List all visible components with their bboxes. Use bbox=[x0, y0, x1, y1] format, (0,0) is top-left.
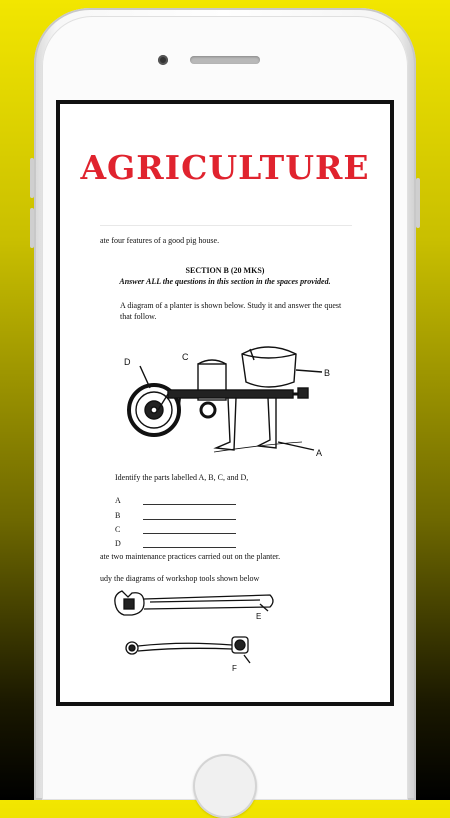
section-instructions: Answer ALL the questions in this section in the spaces provided. bbox=[119, 277, 331, 286]
phone-frame bbox=[34, 8, 416, 800]
answer-label-c: C bbox=[115, 525, 121, 534]
question-planter-line1: A diagram of a planter is shown below. Study it and answer the quest bbox=[120, 301, 342, 310]
home-button[interactable] bbox=[193, 754, 257, 818]
label-a: A bbox=[316, 448, 323, 458]
answer-line-d[interactable] bbox=[143, 547, 236, 548]
page-title: AGRICULTURE bbox=[80, 148, 370, 187]
answer-line-b[interactable] bbox=[143, 519, 236, 520]
volume-up-button[interactable] bbox=[30, 158, 34, 198]
divider bbox=[100, 225, 352, 226]
answer-line-c[interactable] bbox=[143, 533, 236, 534]
power-button[interactable] bbox=[416, 178, 420, 228]
label-d: D bbox=[124, 357, 131, 367]
document-page[interactable] bbox=[60, 104, 390, 702]
section-title: SECTION B (20 MKS) bbox=[185, 266, 265, 275]
answer-line-a[interactable] bbox=[143, 504, 236, 505]
label-e: E bbox=[256, 612, 262, 621]
question-maintenance: ate two maintenance practices carried out on the planter. bbox=[100, 552, 281, 561]
question-workshop-tools: udy the diagrams of workshop tools shown below bbox=[100, 574, 260, 583]
label-c: C bbox=[182, 352, 189, 362]
spanner-e-diagram bbox=[110, 587, 280, 621]
label-b: B bbox=[324, 368, 331, 378]
planter-diagram bbox=[118, 332, 338, 472]
answer-label-d: D bbox=[115, 539, 121, 548]
question-planter-line2: that follow. bbox=[120, 312, 157, 321]
volume-down-button[interactable] bbox=[30, 208, 34, 248]
answer-label-a: A bbox=[115, 496, 121, 505]
label-f: F bbox=[232, 664, 237, 673]
spanner-f-diagram bbox=[122, 631, 272, 673]
front-camera-icon bbox=[158, 55, 168, 65]
earpiece-speaker bbox=[190, 56, 260, 64]
question-pig-house: ate four features of a good pig house. bbox=[100, 236, 220, 245]
answer-label-b: B bbox=[115, 511, 121, 520]
screen bbox=[56, 100, 394, 706]
question-identify: Identify the parts labelled A, B, C, and D, bbox=[115, 473, 249, 482]
